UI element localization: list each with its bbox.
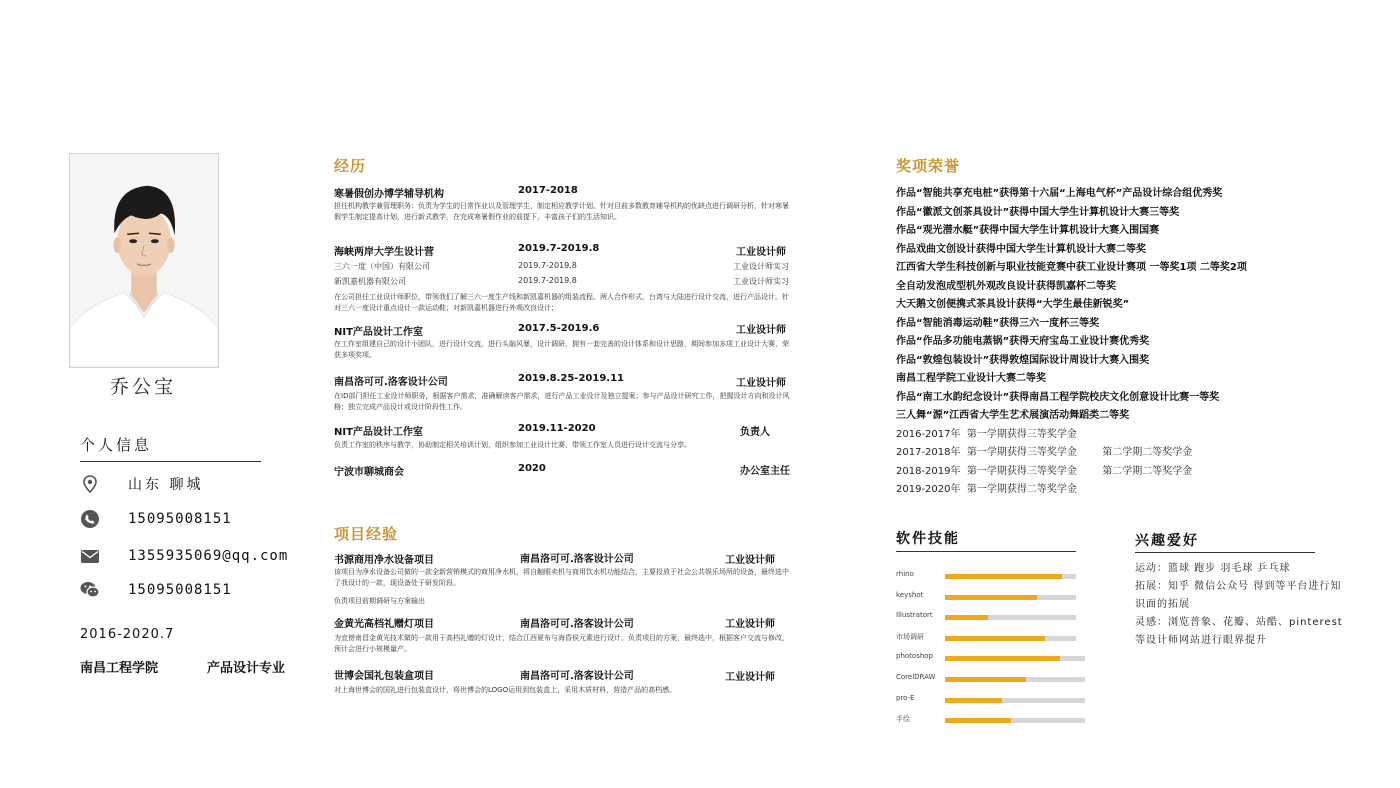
skill-bar-fill	[945, 574, 1062, 579]
exp-sub-org: 三六一度（中国）有限公司	[334, 262, 430, 271]
project-role: 工业设计师	[725, 555, 775, 566]
exp-desc: 在公司担任工业设计师职位，带领我们了解三六一度生产线和新凯嘉机器的组装流程。两人合作形式，台湾与大陆进行设计交流，进行产品设计。针对三六一度设计重点设计一款运动鞋；对新凯嘉机器进行外观改良设计；	[334, 293, 789, 312]
exp-sub-role: 工业设计师实习	[733, 262, 789, 271]
skills-divider	[896, 551, 1076, 552]
scholarship-item: 2019-2020年 第一学期获得二等奖学金	[896, 484, 1077, 495]
project-name: 金黄光高档礼赠灯项目	[334, 619, 434, 630]
award-item: 大天鹅文创便携式茶具设计获得“大学生最佳新锐奖”	[896, 299, 1130, 310]
exp-period: 2017.5-2019.6	[518, 323, 600, 334]
skill-bar-fill	[945, 677, 1026, 682]
skill-bar-fill	[945, 718, 1011, 723]
project-role: 工业设计师	[725, 672, 775, 683]
skill-bar-fill	[945, 636, 1045, 641]
skill-name: 手绘	[896, 715, 910, 724]
skill-name: keyshot	[896, 590, 924, 599]
project-note: 负责项目前期调研与方案输出	[334, 597, 425, 605]
skill-row	[896, 694, 1096, 708]
award-item: 作品戏曲文创设计获得中国大学生计算机设计大赛二等奖	[896, 244, 1146, 255]
skill-bar-track	[945, 595, 1076, 600]
location-pin-icon	[80, 474, 100, 494]
personal-info-heading: 个人信息	[80, 436, 153, 454]
exp-sub-org: 新凯嘉机器有限公司	[334, 277, 406, 286]
skill-name: CorelDRAW	[896, 673, 936, 681]
award-item: 三人舞“源”江西省大学生艺术展演活动舞蹈类二等奖	[896, 410, 1130, 421]
wechat-id: 15095008151	[128, 582, 232, 598]
skill-bar-track	[945, 677, 1085, 682]
exp-period: 2017-2018	[518, 185, 578, 196]
experience-heading: 经历	[334, 157, 367, 175]
exp-org: 宁波市聊城商会	[334, 467, 404, 478]
profile-name: 乔公宝	[110, 376, 177, 398]
skill-bar-track	[945, 718, 1085, 723]
scholarship-item: 2016-2017年 第一学期获得三等奖学金	[896, 429, 1077, 440]
exp-period: 2020	[518, 463, 546, 474]
skill-bar-fill	[945, 698, 1002, 703]
skill-bar-track	[945, 636, 1076, 641]
skill-bar-track	[945, 656, 1085, 661]
projects-heading: 项目经验	[334, 525, 399, 543]
wechat-icon	[80, 580, 100, 600]
award-item: 作品“作品多功能电蒸锅”获得天府宝岛工业设计赛优秀奖	[896, 336, 1150, 347]
exp-desc: 担任机构教学兼管理职务：负责为学生的日常作业以及管理学生，制定相应教学计划。针对目前多数教育辅导机构的优缺点进行调研分析，针对寒暑假学生制定提高计划，进行新式教学，在完成寒暑假作业的前提下，丰富孩子们的生活知识。	[334, 202, 789, 221]
exp-org: NIT产品设计工作室	[334, 327, 423, 338]
skill-name: pro-E	[896, 693, 915, 702]
award-item: 作品“智能共享充电桩”获得第十六届“上海电气杯”产品设计综合组优秀奖	[896, 188, 1223, 199]
exp-role: 办公室主任	[740, 466, 790, 477]
skill-bar-track	[945, 574, 1076, 579]
project-desc: 对上海世博会的国礼进行包装盒设计，将世博会的LOGO运用到包装盒上，采用木质材料，营造产品的高档感。	[334, 686, 677, 694]
exp-sub-period: 2019.7-2019.8	[518, 261, 577, 270]
exp-role: 工业设计师	[736, 325, 786, 336]
hobbies-divider	[1135, 552, 1315, 553]
scholarship-item: 2017-2018年 第一学期获得三等奖学金 第二学期二等奖学金	[896, 447, 1193, 458]
phone-row	[80, 508, 310, 530]
address-row	[80, 473, 310, 495]
exp-role: 负责人	[740, 427, 770, 438]
skill-row	[896, 611, 1096, 625]
skill-name: rhino	[896, 570, 914, 578]
exp-period: 2019.8.25-2019.11	[518, 373, 625, 384]
skill-row	[896, 652, 1096, 666]
skill-row	[896, 673, 1096, 687]
award-item: 江西省大学生科技创新与职业技能竞赛中获工业设计赛项 一等奖1项 二等奖2项	[896, 262, 1247, 273]
email-address: 1355935069@qq.com	[128, 548, 289, 564]
skill-bar-fill	[945, 615, 988, 620]
scholarship-item: 2018-2019年 第一学期获得三等奖学金 第二学期二等奖学金	[896, 466, 1193, 477]
mail-icon	[80, 546, 100, 566]
address-text: 山东 聊城	[128, 477, 204, 493]
exp-org: 南昌洛可可.洛客设计公司	[334, 377, 448, 388]
exp-sub-role: 工业设计师实习	[733, 277, 789, 286]
project-desc: 该项目为净水设备公司做的一款全新营销模式的商用净水机，将自触眼卖机与商用饮水机功能结合，主要投放于社会公共娱乐场所的设备，最终选中了我设计的一款，现设备处于研发阶段。	[334, 568, 789, 587]
hobbies-heading: 兴趣爱好	[1135, 533, 1199, 549]
award-item: 作品“徽派文创茶具设计”获得中国大学生计算机设计大赛三等奖	[896, 207, 1180, 218]
personal-info-divider	[80, 461, 261, 462]
skill-name: Illustratort	[896, 611, 933, 620]
award-item: 南昌工程学院工业设计大赛二等奖	[896, 373, 1046, 384]
study-period: 2016-2020.7	[80, 627, 175, 642]
hobby-inspiration: 灵感：浏览普象、花瓣、站酷、pinterest等设计师网站进行眼界提升	[1135, 617, 1343, 646]
award-item: 作品“智能消毒运动鞋”获得三六一度杯三等奖	[896, 318, 1100, 329]
skills-heading: 软件技能	[896, 531, 960, 547]
wechat-row	[80, 579, 310, 601]
skill-row	[896, 591, 1096, 605]
hobby-sports: 运动：篮球 跑步 羽毛球 乒乓球	[1135, 563, 1291, 574]
skill-bar-track	[945, 698, 1085, 703]
hobby-expansion: 拓展：知乎 微信公众号 得到等平台进行知识面的拓展	[1135, 581, 1342, 610]
exp-desc: 在工作室组建自己的设计小团队，进行设计交流，进行头脑风暴，设计调研，拥有一套完善的设计体系和设计思路，期间参加多项工业设计大赛，荣获多项奖项。	[334, 340, 789, 359]
award-item: 全自动发泡成型机外观改良设计获得凯嘉杯二等奖	[896, 281, 1116, 292]
award-item: 作品“敦煌包装设计”获得敦煌国际设计周设计大赛入围奖	[896, 355, 1150, 366]
exp-sub-period: 2019.7-2019.8	[518, 276, 577, 285]
phone-icon	[80, 509, 100, 529]
skill-row	[896, 714, 1096, 728]
exp-org: 海峡两岸大学生设计营	[334, 247, 434, 258]
exp-desc: 在ID部门担任工业设计师职务，根据客户需求，准确解读客户需求，进行产品工业设计及独立提案；参与产品设计研究工作，把握设计方向和设计风格；独立完成产品设计或设计阶段性工作。	[334, 392, 790, 411]
exp-period: 2019.7-2019.8	[518, 243, 600, 254]
skill-bar-fill	[945, 595, 1037, 600]
skill-bar-track	[945, 615, 1076, 620]
skill-name: 市场调研	[896, 632, 924, 641]
project-name: 世博会国礼包装盒项目	[334, 671, 434, 682]
project-desc: 为宜傍南昌金黄光技术做的一款用于高档礼赠的灯设计，结合江西夏布与海昏侯元素进行设计。负责项目的方案，最终选中，根据客户交流与修改，预计会进行小规模量产。	[334, 634, 789, 653]
exp-role: 工业设计师	[736, 247, 786, 258]
project-role: 工业设计师	[725, 619, 775, 630]
major-name: 产品设计专业	[207, 661, 286, 676]
exp-desc: 负责工作室的秩序与教学，协助制定相关培训计划，组织参加工业设计比赛，带领工作室人员进行设计交流与分享。	[334, 441, 691, 449]
exp-period: 2019.11-2020	[518, 423, 596, 434]
profile-photo	[69, 153, 219, 368]
skill-bar-fill	[945, 656, 1060, 661]
skill-name: photoshop	[896, 652, 933, 661]
project-name: 书源商用净水设备项目	[334, 555, 434, 566]
skill-row	[896, 632, 1096, 646]
exp-role: 工业设计师	[736, 378, 786, 389]
award-item: 作品“观光潜水艇”获得中国大学生计算机设计大赛入围国赛	[896, 225, 1160, 236]
email-row	[80, 545, 310, 567]
school-name: 南昌工程学院	[80, 661, 159, 676]
awards-heading: 奖项荣誉	[896, 157, 961, 175]
phone-number: 15095008151	[128, 511, 232, 527]
exp-org: NIT产品设计工作室	[334, 427, 423, 438]
project-company: 南昌洛可可.洛客设计公司	[520, 554, 634, 565]
skill-row	[896, 570, 1096, 584]
award-item: 作品“南工水韵纪念设计”获得南昌工程学院校庆文化创意设计比赛一等奖	[896, 392, 1220, 403]
project-company: 南昌洛可可.洛客设计公司	[520, 671, 634, 682]
exp-org: 寒暑假创办博学辅导机构	[334, 189, 444, 200]
project-company: 南昌洛可可.洛客设计公司	[520, 619, 634, 630]
